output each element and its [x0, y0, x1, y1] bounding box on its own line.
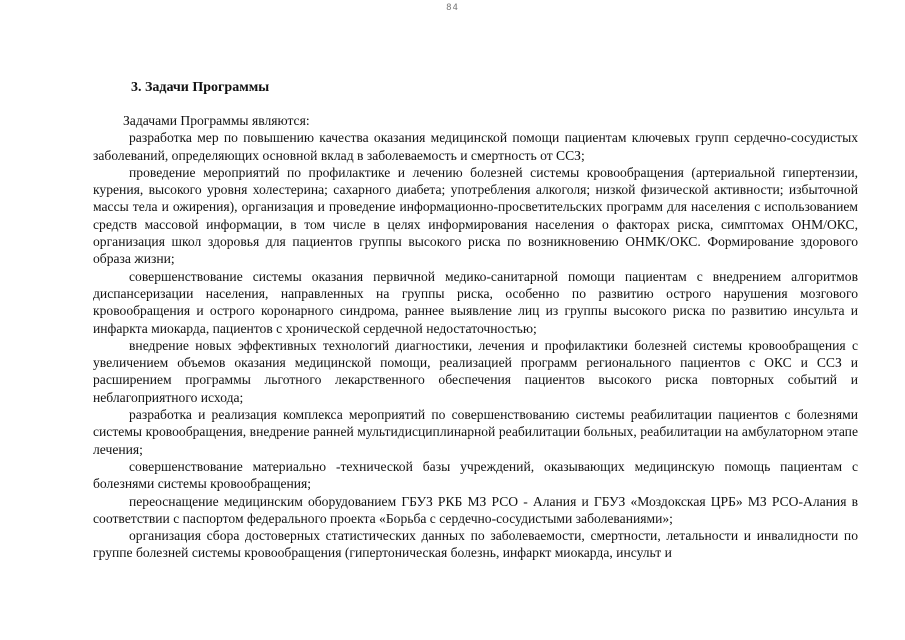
- task-item: организация сбора достоверных статистических данных по заболеваемости, смертности, летальности и инвалидности по группе болезней системы кровообращения (гипертоническая болезнь, инфаркт миокарда, инсульт и: [93, 528, 858, 561]
- body-text: [93, 112, 858, 562]
- task-item: разработка мер по повышению качества оказания медицинской помощи пациентам ключевых групп сердечно-сосудистых заболеваний, определяющих основной вклад в заболеваемость и смертность от ССЗ;: [93, 130, 858, 163]
- page-number: 84: [446, 3, 459, 13]
- intro-paragraph: Задачами Программы являются:: [123, 113, 310, 128]
- task-item: разработка и реализация комплекса мероприятий по совершенствованию системы реабилитации пациентов с болезнями системы кровообращения, внедрение ранней мультидисциплинарной реабилитации больных, реабилитации на амбулаторном этапе лечения;: [93, 407, 858, 457]
- task-item: внедрение новых эффективных технологий диагностики, лечения и профилактики болезней системы кровообращения с увеличением объемов оказания медицинской помощи, реализацией программ регионального пациентов с ОКС и ССЗ и расширением программы льготного лекарственного обеспечения пациентов высокого риска повторных событий и неблагоприятного исхода;: [93, 337, 858, 405]
- task-item: совершенствование системы оказания первичной медико-санитарной помощи пациентам с внедрением алгоритмов диспансеризации населения, направленных на группы риска, особенно по развитию острого нарушения мозгового кровообращения и острого коронарного синдрома, раннее выявление лиц из группы высокого риска по развитию инсульта и инфаркта миокарда, пациентов с хронической сердечной недостаточностью;: [93, 268, 858, 336]
- task-item: проведение мероприятий по профилактике и лечению болезней системы кровообращения (артериальной гипертензии, курения, высокого уровня холестерина; сахарного диабета; употребления алкоголя; низкой физической активности; избыточной массы тела и ожирения), организация и проведение информационно-просветительских программ для населения с использованием средств массовой информации, в том числе в целях информирования населения о факторах риска, симптомах ОНМ/ОКС, организация школ здоровья для пациентов группы высокого риска по возникновению ОНМК/ОКС. Формирование здорового образа жизни;: [93, 164, 858, 267]
- task-item: переоснащение медицинским оборудованием ГБУЗ РКБ МЗ РСО - Алания и ГБУЗ «Моздокская ЦРБ» МЗ РСО-Алания в соответствии с паспортом федерального проекта «Борьба с сердечно-сосудистыми заболеваниями»;: [93, 493, 858, 526]
- section-heading: 3. Задачи Программы: [131, 80, 270, 95]
- task-item: совершенствование материально -технической базы учреждений, оказывающих медицинскую помощь пациентам с болезнями системы кровообращения;: [93, 458, 858, 492]
